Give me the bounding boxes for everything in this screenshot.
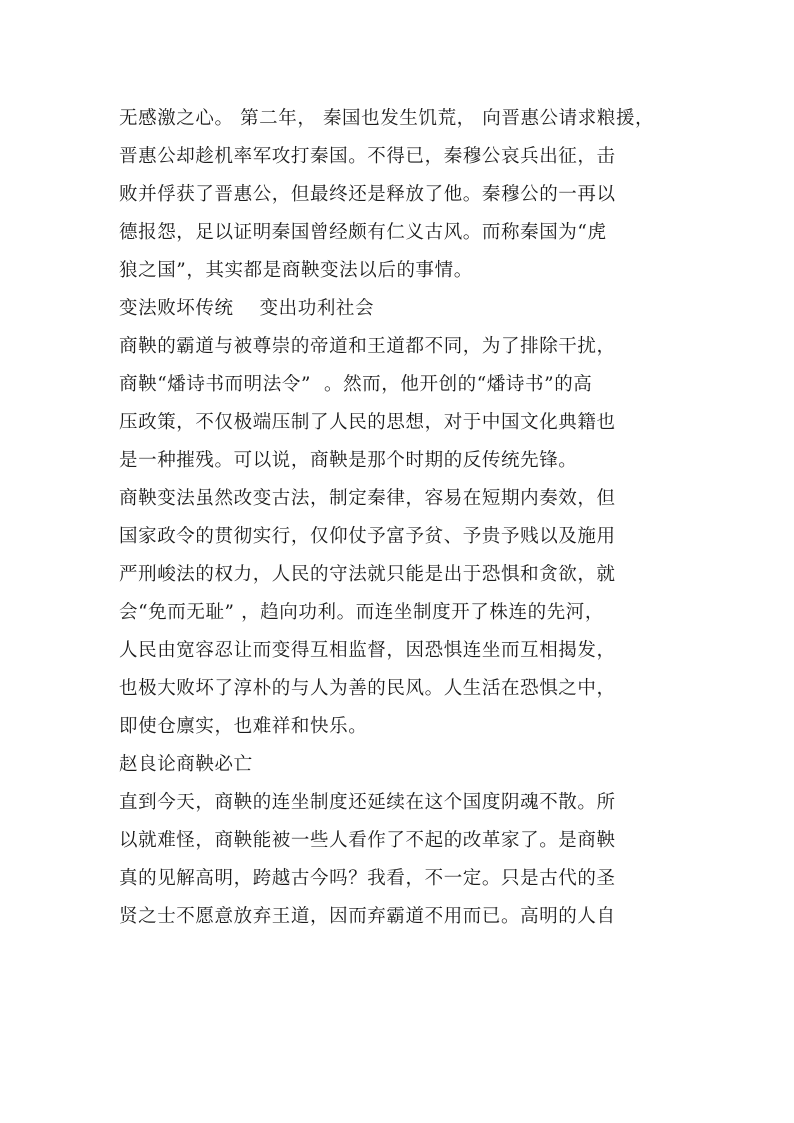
text-line-2: 晋惠公却趁机率军攻打秦国。不得已，秦穆公哀兵出征，击 <box>119 146 616 167</box>
article-body <box>119 100 699 936</box>
text-line-22: 贤之士不愿意放弃王道，因而弃霸道不用而已。高明的人自 <box>119 906 616 927</box>
text-line-21: 真的见解高明，跨越古今吗？我看，不一定。只是古代的圣 <box>119 868 616 889</box>
text-line-16: 也极大败坏了淳朴的与人为善的民风。人生活在恐惧之中， <box>119 678 616 699</box>
text-line-13: 严刑峻法的权力，人民的守法就只能是出于恐惧和贪欲，就 <box>119 564 616 585</box>
text-line-10: 是一种摧残。可以说，商鞅是那个时期的反传统先锋。 <box>119 450 578 471</box>
text-line-4: 德报怨，足以证明秦国曾经颇有仁义古风。而称秦国为“虎 <box>119 222 607 243</box>
text-line-7: 商鞅的霸道与被尊崇的帝道和王道都不同，为了排除干扰， <box>119 336 616 357</box>
text-line-1: 无感激之心。 第二年， 秦国也发生饥荒， 向晋惠公请求粮援， <box>119 108 655 129</box>
text-line-3: 败并俘获了晋惠公，但最终还是释放了他。秦穆公的一再以 <box>119 184 616 205</box>
text-line-5: 狼之国”，其实都是商鞅变法以后的事情。 <box>119 260 473 281</box>
text-line-11: 商鞅变法虽然改变古法，制定秦律，容易在短期内奏效，但 <box>119 488 616 509</box>
text-line-20: 以就难怪，商鞅能被一些人看作了不起的改革家了。是商鞅 <box>119 830 616 851</box>
text-line-8: 商鞅“燔诗书而明法令” 。然而，他开创的“燔诗书”的高 <box>119 374 593 395</box>
text-line-12: 国家政令的贯彻实行，仅仰仗予富予贫、予贵予贱以及施用 <box>119 526 616 547</box>
section-heading-2: 赵良论商鞅必亡 <box>119 754 253 775</box>
text-line-19: 直到今天，商鞅的连坐制度还延续在这个国度阴魂不散。所 <box>119 792 616 813</box>
text-line-15: 人民由宽容忍让而变得互相监督，因恐惧连坐而互相揭发， <box>119 640 616 661</box>
text-line-9: 压政策，不仅极端压制了人民的思想，对于中国文化典籍也 <box>119 412 616 433</box>
text-line-14: 会“免而无耻” ，趋向功利。而连坐制度开了株连的先河， <box>119 602 604 623</box>
section-heading-1: 变法败坏传统 变出功利社会 <box>119 298 375 319</box>
text-line-17: 即使仓廪实，也难祥和快乐。 <box>119 716 368 737</box>
